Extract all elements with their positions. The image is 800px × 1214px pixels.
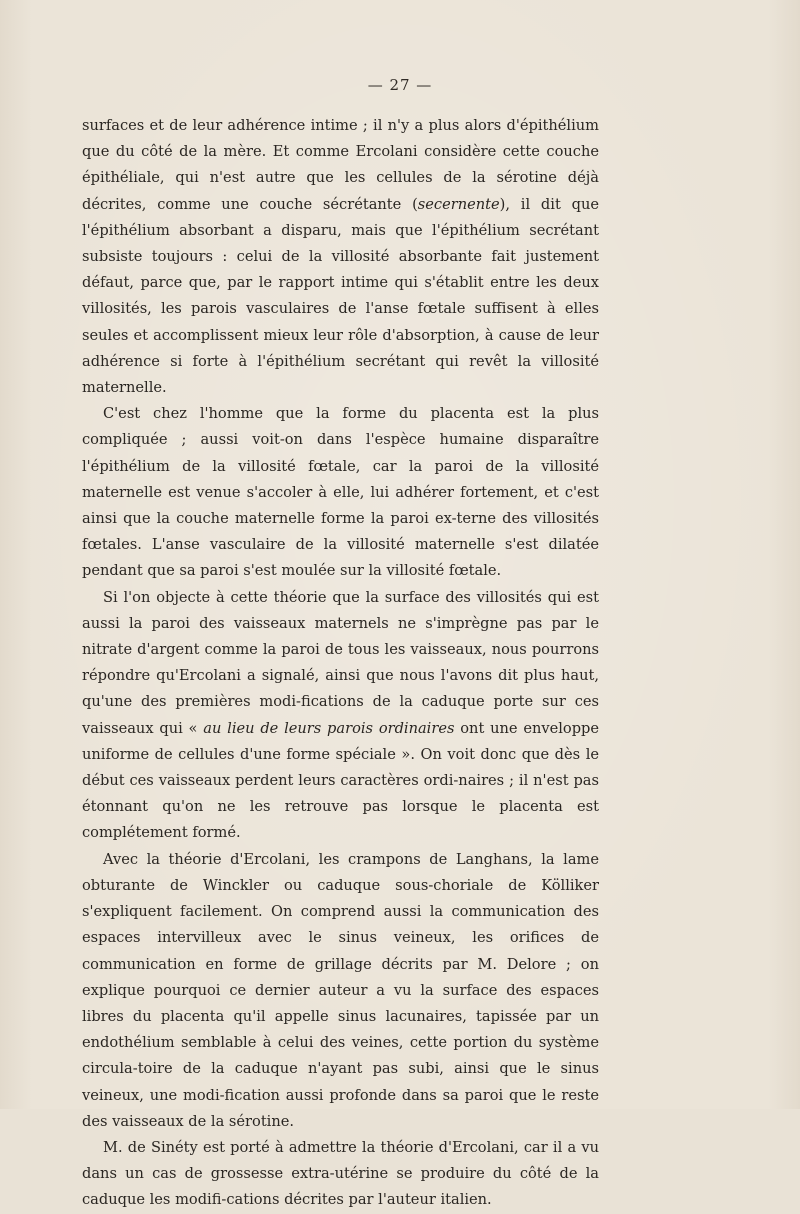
text-segment: C'est chez l'homme que la forme du placenta est la plus compliquée ; aussi voit-on dans l'espèce humaine disparaître l'épithélium de la villosité fœtale, car la paroi de la villosité maternelle est venue s'accoler à elle, lui adhérer fortement, et c'est ainsi que la couche maternelle forme la paroi ex-terne des villosités fœtales. L'anse vasculaire de la villosité maternelle s'est dilatée pendant que sa paroi s'est moulée sur la villosité fœtale. — [82, 405, 599, 580]
body-text — [82, 113, 599, 1214]
paragraph — [82, 1135, 599, 1214]
text-segment: ), il dit que l'épithélium absorbant a disparu, mais que l'épithélium secrétant subsiste toujours : celui de la villosité absorbante fait justement défaut, parce que, par le rapport intime qui s'établit entre les deux villosités, les parois vasculaires de l'anse fœtale suffisent à elles seules et accomplissent mieux leur rôle d'absorption, à cause de leur adhérence si forte à l'épithélium secrétant qui revêt la villosité maternelle. — [82, 195, 599, 397]
text-segment: ont une enveloppe uniforme de cellules d'une forme spéciale ». On voit donc que dès le début ces vaisseaux perdent leurs caractères ordi-naires ; il n'est pas étonnant qu'on ne les retrouve pas lorsque le placenta est complétement formé. — [82, 719, 600, 842]
paragraph — [82, 113, 599, 401]
paragraph — [82, 401, 599, 584]
italic-term: secernente — [417, 195, 500, 213]
italic-quote: au lieu de leurs parois ordinaires — [203, 719, 455, 737]
text-segment: Avec la théorie d'Ercolani, les crampons de Langhans, la lame obturante de Winckler ou caduque sous-choriale de Kölliker s'expliquent facilement. On comprend aussi la communication des espaces intervilleux avec le sinus veineux, les orifices de communication en forme de grillage décrits par M. Delore ; on explique pourquoi ce dernier auteur a vu la surface des espaces libres du placenta qu'il appelle sinus lacunaires, tapissée par un endothélium semblable à celui des veines, cette portion du système circula-toire de la caduque n'ayant pas subi, ainsi que le sinus veineux, une modi-fication aussi profonde dans sa paroi que le reste des vaisseaux de la sérotine. — [82, 850, 599, 1130]
text-segment: surfaces et de leur adhérence intime ; il n'y a plus alors d'épithélium que du côté de la mère. Et comme Ercolani considère cette couche épithéliale, qui n'est autre que les cellules de la sérotine déjà décrites, comme une couche sécrétante ( — [82, 117, 599, 213]
text-segment: M. de Sinéty est porté à admettre la théorie d'Ercolani, car il a vu dans un cas de grossesse extra-utérine se produire du côté de la caduque les modifi-cations décrites par l'auteur italien. — [82, 1138, 599, 1209]
paragraph — [82, 585, 599, 847]
text-segment: Si l'on objecte à cette théorie que la surface des villosités qui est aussi la paroi des vaisseaux maternels ne s'imprègne pas par le nitrate d'argent comme la paroi de tous les vaisseaux, nous pourrons répondre qu'Ercolani a signalé, ainsi que nous l'avons dit plus haut, qu'une des premières modi-fications de la caduque porte sur ces vaisseaux qui « — [82, 588, 599, 737]
paragraph — [82, 847, 599, 1135]
page-number: — 27 — — [367, 76, 433, 94]
